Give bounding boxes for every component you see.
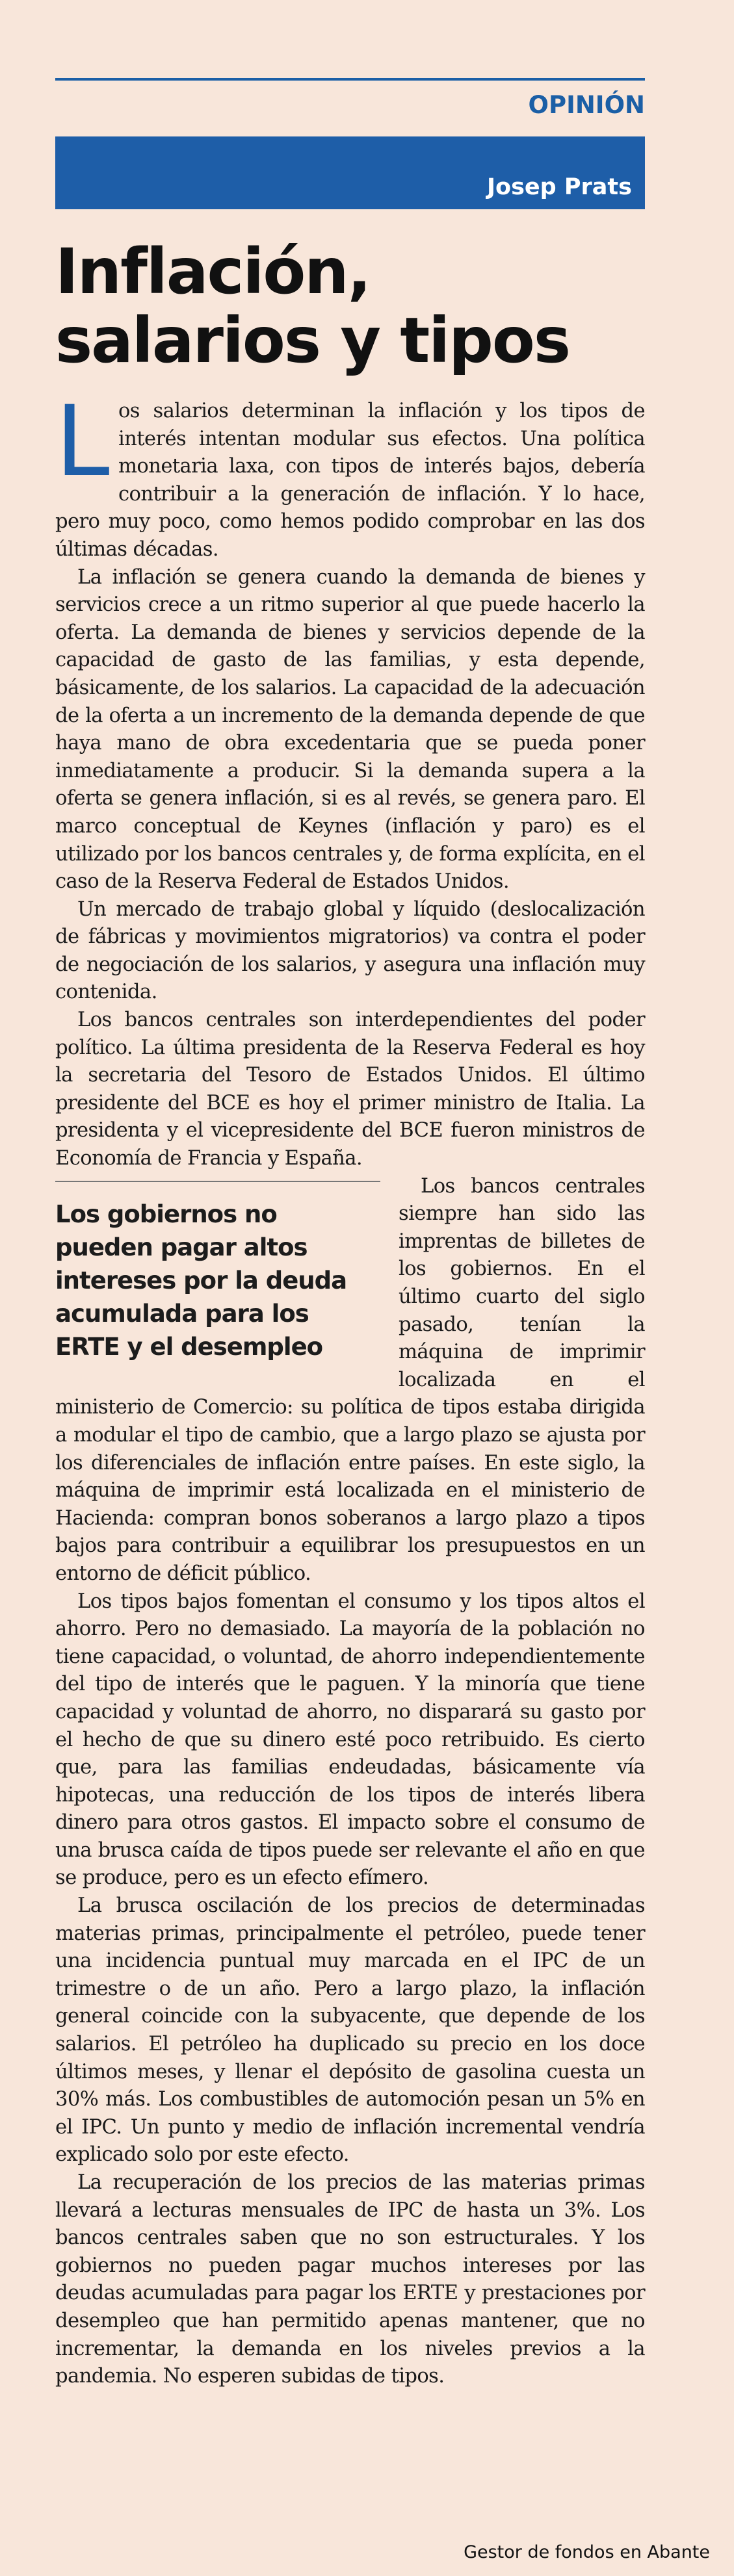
article-paragraph: La recuperación de los precios de las materias primas llevará a lecturas mensuales de IPC de hasta un 3%. Los bancos centrales saben que no son estructurales. Y los gobiernos no pueden pagar muchos intereses por las deudas acumuladas para pagar los ERTE y prestaciones por desempleo que han permitido apenas mantener, que no incrementar, la demanda en los niveles previos a la pandemia. No esperen subidas de tipos.: [55, 2171, 645, 2388]
article-paragraph: Los bancos centrales son interdependientes del poder político. La última presidenta de la Reserva Federal es hoy la secretaria del Tesoro de Estados Unidos. El último presidente del BCE es hoy el primer ministro de Italia. La presidenta y el vicepresidente del BCE fueron ministros de Economía de Francia y España.: [55, 1009, 645, 1170]
article-paragraph: Los bancos centrales siempre han sido las imprentas de billetes de los gobiernos. En el último cuarto del siglo pasado, tenían la máquina de imprimir localizada en el ministerio de Comercio: su política de tipos estaba dirigida a modular el tipo de cambio, que a largo plazo se ajusta por los diferenciales de inflación entre países. En este siglo, la máquina de imprimir está localizada en el ministerio de Hacienda: compran bonos soberanos a largo plazo a tipos bajos para contribuir a equilibrar los presupuestos en un entorno de déficit público.: [55, 1174, 645, 1585]
article-paragraph: Los salarios determinan la inflación y los tipos de interés intentan modular sus efectos. Una política monetaria laxa, con tipos de interés bajos, debería contribuir a la generación de inflación. Y lo hace, pero muy poco, como hemos podido comprobar en las dos últimas décadas.: [55, 385, 645, 561]
pull-quote: [55, 1181, 380, 1363]
headline: Inflación, salarios y tipos: [55, 235, 570, 377]
section-label: OPINIÓN: [528, 91, 645, 119]
top-rule: [55, 78, 645, 81]
article-paragraph: La inflación se genera cuando la demanda de bienes y servicios crece a un ritmo superior al que puede hacerlo la oferta. La demanda de bienes y servicios depende de la capacidad de gasto de las familias, y esta depende, básicamente, de los salarios. La capacidad de la adecuación de la oferta a un incremento de la demanda depende de que haya mano de obra excedentaria que se pueda poner inmediatamente a producir. Si la demanda supera a la oferta se genera inflación, si es al revés, se genera paro. El marco conceptual de Keynes (inflación y paro) es el utilizado por los bancos centrales y, de forma explícita, en el caso de la Reserva Federal de Estados Unidos.: [55, 565, 645, 894]
article-paragraph: Los tipos bajos fomentan el consumo y los tipos altos el ahorro. Pero no demasiado. La mayoría de la población no tiene capacidad, o voluntad, de ahorro independientemente del tipo de interés que le paguen. Y la minoría que tiene capacidad y voluntad de ahorro, no disparará su gasto por el hecho de que su dinero esté poco retribuido. Es cierto que, para las familias endeudadas, básicamente vía hipotecas, una reducción de los tipos de interés libera dinero para otros gastos. El impacto sobre el consumo de una brusca caída de tipos puede ser relevante el año en que se produce, pero es un efecto efímero.: [55, 1590, 645, 1890]
drop-cap: L: [55, 385, 109, 498]
article-paragraph: La brusca oscilación de los precios de determinadas materias primas, principalmente el petróleo, puede tener una incidencia puntual muy marcada en el IPC de un trimestre o de un año. Pero a largo plazo, la inflación general coincide con la subyacente, que depende de los salarios. El petróleo ha duplicado su precio en los doce últimos meses, y llenar el depósito de gasolina cuesta un 30% más. Los combustibles de automoción pesan un 5% en el IPC. Un punto y medio de inflación incremental vendría explicado solo por este efecto.: [55, 1894, 645, 2167]
author-signature: Gestor de fondos en Abante: [464, 2542, 710, 2562]
author-bar: [55, 136, 645, 209]
pull-quote-text: Los gobiernos no pueden pagar altos intereses por la deuda acumulada para los ERTE y el desempleo: [55, 1200, 347, 1361]
article-paragraph: Un mercado de trabajo global y líquido (deslocalización de fábricas y movimientos migratorios) va contra el poder de negociación de los salarios, y asegura una inflación muy contenida.: [55, 897, 645, 1004]
author-name: Josep Prats: [487, 174, 632, 200]
article-body: [55, 385, 645, 2391]
